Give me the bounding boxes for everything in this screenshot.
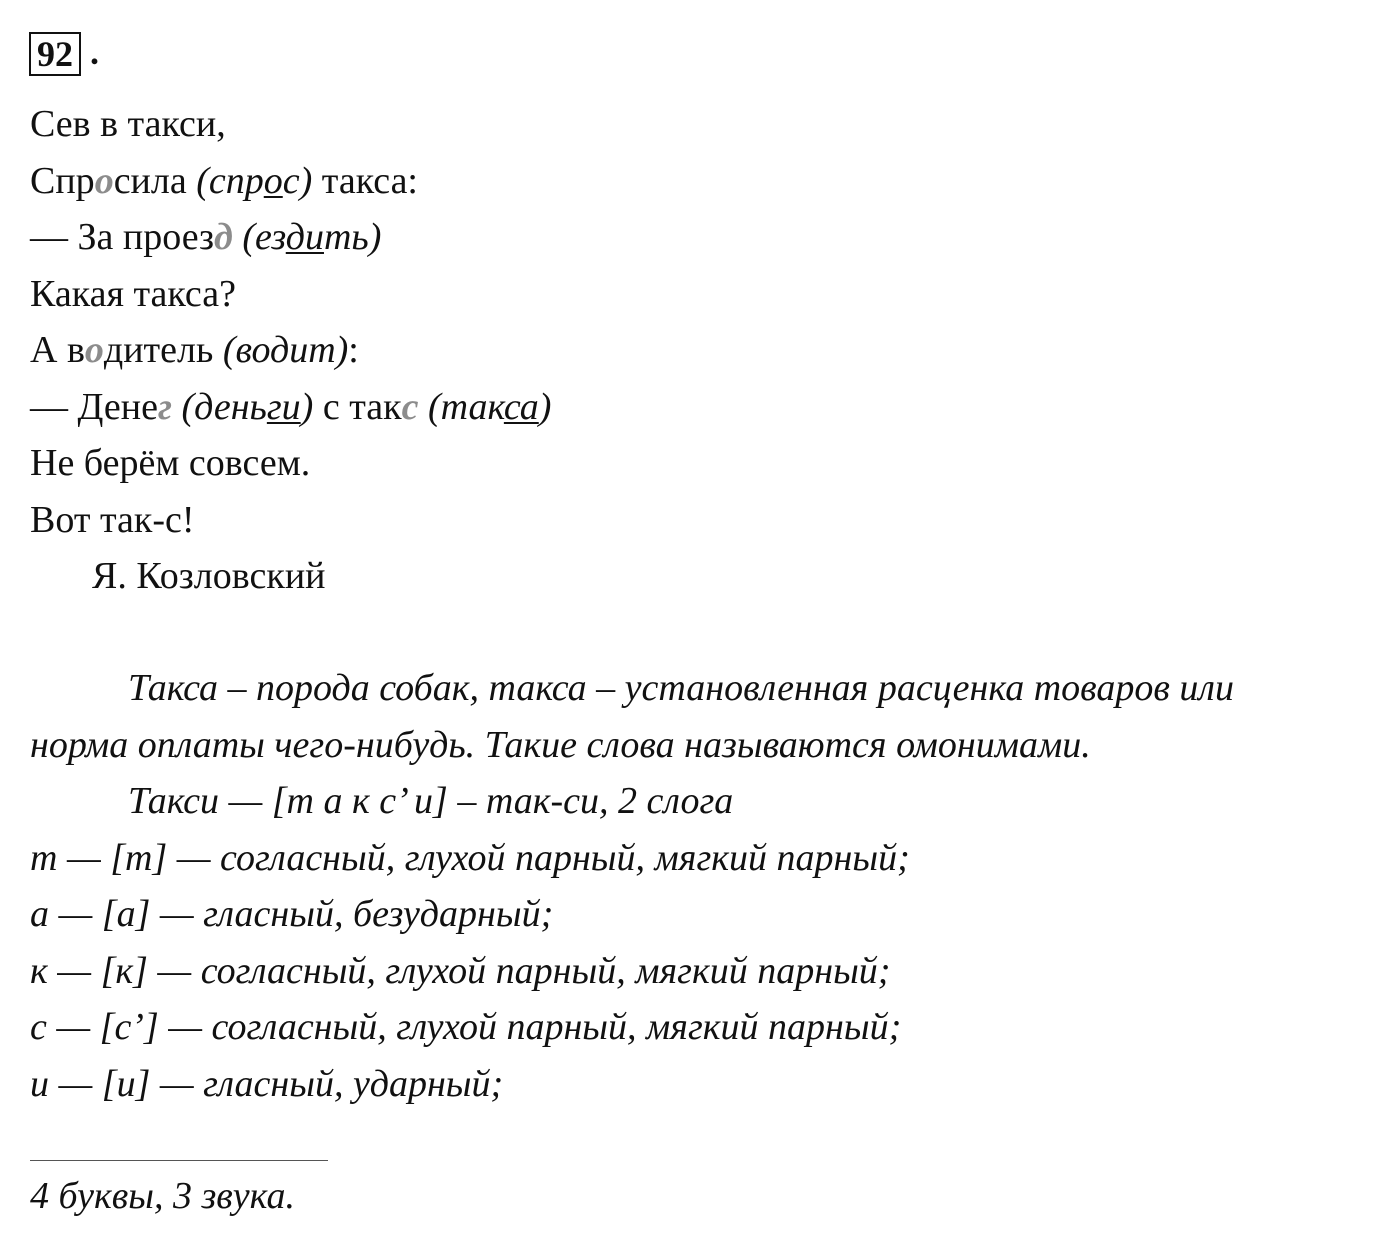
- underlined-letter: о: [263, 159, 283, 202]
- poem: [30, 98, 551, 607]
- letter-analysis-t: т — [т] — согласный, глухой парный, мягкий парный;: [30, 836, 910, 879]
- text: с так: [313, 385, 402, 428]
- highlighted-letter: г: [157, 385, 172, 428]
- highlighted-letter: д: [214, 216, 233, 258]
- letter-analysis-s: с — [с’] — согласный, глухой парный, мягкий парный;: [30, 1006, 902, 1048]
- underlined-letters: ди: [285, 216, 324, 258]
- poem-line-4: Какая такса?: [30, 272, 236, 315]
- divider: [30, 1160, 328, 1161]
- phonetic-transcription: Такси — [т а к с’ и] – так-си, 2 слога: [128, 780, 734, 822]
- letter-analysis-a: а — [а] — гласный, безударный;: [30, 893, 554, 935]
- text: — Дене: [30, 385, 158, 428]
- text: — За проез: [30, 216, 215, 258]
- homonym-note-line-2: норма оплаты чего-нибудь. Такие слова называются омонимами.: [30, 723, 1091, 766]
- text: такса:: [312, 159, 418, 202]
- text: Спр: [30, 159, 95, 202]
- poem-author: Я. Козловский: [92, 555, 326, 597]
- check-word: (спрос): [196, 159, 313, 202]
- underlined-letters: са: [503, 385, 539, 428]
- letter-analysis-k: к — [к] — согласный, глухой парный, мягкий парный;: [30, 949, 891, 992]
- poem-line-7: Не берём совсем.: [30, 442, 311, 484]
- highlighted-letter: о: [84, 329, 104, 371]
- highlighted-letter: с: [401, 385, 419, 428]
- check-word: (ездить): [242, 216, 382, 258]
- poem-line-5: А водитель (водит):: [30, 329, 359, 371]
- exercise-number-dot: .: [90, 32, 99, 72]
- check-word: (водит): [222, 329, 349, 371]
- summary: 4 буквы, 3 звука.: [30, 1175, 295, 1217]
- letter-analysis-i: и — [и] — гласный, ударный;: [30, 1062, 504, 1105]
- text: сила: [113, 159, 197, 202]
- poem-line-2: [30, 155, 551, 212]
- analysis: [30, 662, 1390, 1114]
- poem-line-6: [30, 381, 551, 438]
- text: дитель: [103, 329, 223, 371]
- homonym-note-line-1: Такса – порода собак, такса – установленная расценка товаров или: [128, 667, 1234, 709]
- underlined-letters: ги: [266, 385, 301, 428]
- poem-line-8: Вот так-с!: [30, 498, 195, 541]
- check-word: (деньги): [181, 385, 314, 428]
- poem-line-1: Сев в такси,: [30, 103, 226, 145]
- poem-line-3: [30, 211, 551, 268]
- exercise-number: 92: [29, 32, 81, 76]
- highlighted-letter: о: [94, 159, 114, 202]
- text: А в: [30, 329, 85, 371]
- check-word: (такса): [427, 385, 552, 428]
